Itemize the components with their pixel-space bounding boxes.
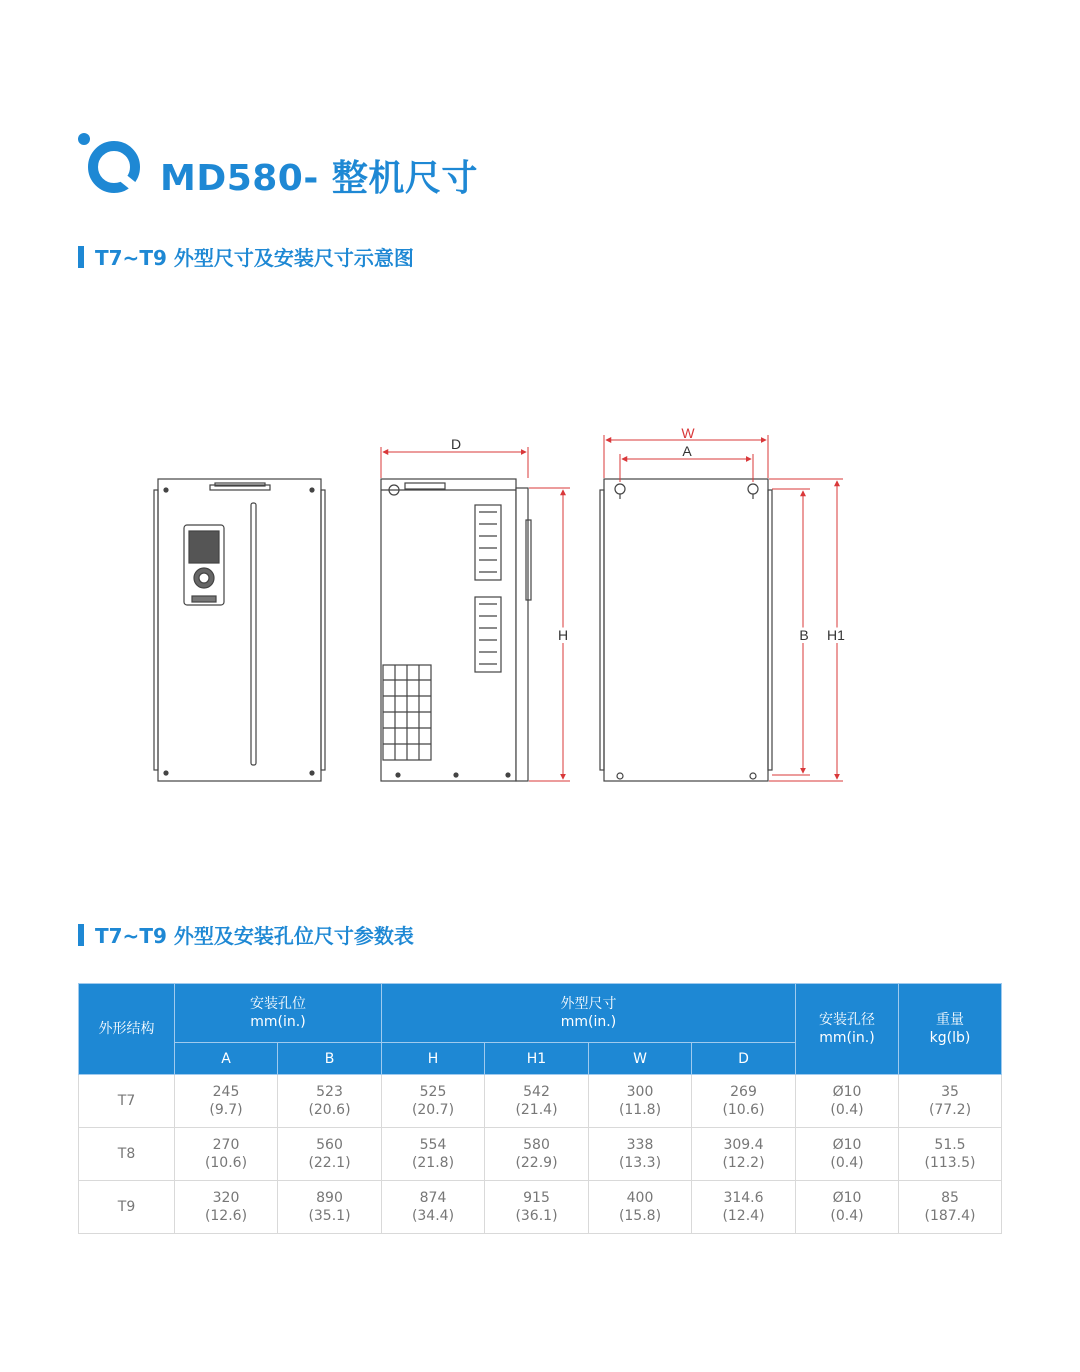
model-cell: T7 <box>79 1075 175 1128</box>
model-cell: T9 <box>79 1181 175 1234</box>
value-cell <box>175 1075 278 1128</box>
value-in: (12.2) <box>722 1155 765 1171</box>
value-in: (35.1) <box>308 1208 351 1224</box>
dim-label-a: A <box>682 443 692 459</box>
value-cell <box>485 1075 589 1128</box>
value-cell <box>692 1128 796 1181</box>
value-in: (34.4) <box>411 1208 455 1224</box>
header-col-d: D <box>692 1043 796 1075</box>
value-in: (36.1) <box>515 1208 558 1224</box>
header-mount-pos-unit: mm(in.) <box>250 1014 306 1030</box>
value-cell <box>485 1128 589 1181</box>
header-col-h1: H1 <box>485 1043 589 1075</box>
value-cell <box>589 1075 692 1128</box>
brand-logo-icon <box>76 132 146 198</box>
value-mm: Ø10 <box>832 1190 862 1206</box>
value-in: (77.2) <box>928 1102 972 1118</box>
value-in: (10.6) <box>722 1102 765 1118</box>
value-in: (13.3) <box>618 1155 662 1171</box>
value-in: (113.5) <box>924 1155 976 1171</box>
header-mount-pos <box>175 984 382 1043</box>
dim-label-d: D <box>450 436 462 452</box>
value-in: (21.4) <box>515 1102 558 1118</box>
value-mm: 245 <box>212 1084 240 1100</box>
value-mm: 560 <box>316 1137 343 1153</box>
value-mm: 525 <box>419 1084 447 1100</box>
dim-label-h: H <box>557 627 569 643</box>
header-mount-pos-label: 安装孔位 <box>250 996 306 1012</box>
value-mm: 309.4 <box>723 1137 764 1153</box>
value-mm: 85 <box>941 1190 959 1206</box>
value-cell <box>899 1128 1002 1181</box>
value-cell <box>899 1181 1002 1234</box>
page-title: MD580- 整机尺寸 <box>160 158 478 199</box>
value-in: (20.6) <box>308 1102 351 1118</box>
table-section-title <box>78 920 414 949</box>
header-weight-unit: kg(lb) <box>929 1030 971 1046</box>
section-marker <box>78 924 84 946</box>
dim-label-b: B <box>799 627 809 643</box>
table-row <box>79 1181 1002 1234</box>
value-cell <box>589 1181 692 1234</box>
header-hole-unit: mm(in.) <box>819 1030 875 1046</box>
value-cell <box>382 1181 485 1234</box>
value-cell <box>692 1075 796 1128</box>
value-cell <box>382 1075 485 1128</box>
header-structure: 外形结构 <box>79 984 175 1075</box>
front-view <box>154 479 325 781</box>
value-mm: 542 <box>523 1084 550 1100</box>
table-section-label: T7~T9 外型及安装孔位尺寸参数表 <box>95 924 414 948</box>
value-in: (12.4) <box>722 1208 765 1224</box>
value-mm: 580 <box>523 1137 550 1153</box>
value-in: (20.7) <box>411 1102 455 1118</box>
dim-label-h1: H1 <box>827 627 845 643</box>
value-in: (10.6) <box>204 1155 248 1171</box>
header-outline-label: 外型尺寸 <box>560 996 617 1012</box>
table-row <box>79 1128 1002 1181</box>
value-mm: 338 <box>626 1137 654 1153</box>
value-cell <box>382 1128 485 1181</box>
diagram-section-title <box>78 242 414 271</box>
value-mm: 400 <box>626 1190 654 1206</box>
diagram-section-label: T7~T9 外型尺寸及安装尺寸示意图 <box>95 246 414 270</box>
value-in: (11.8) <box>618 1102 662 1118</box>
table-row <box>79 1075 1002 1128</box>
value-in: (187.4) <box>924 1208 976 1224</box>
value-mm: 35 <box>941 1084 959 1100</box>
dim-label-w: W <box>681 425 695 441</box>
value-mm: Ø10 <box>832 1137 862 1153</box>
model-cell: T8 <box>79 1128 175 1181</box>
value-mm: 270 <box>212 1137 240 1153</box>
value-mm: 915 <box>523 1190 550 1206</box>
value-mm: 874 <box>419 1190 447 1206</box>
value-mm: 314.6 <box>723 1190 764 1206</box>
header-weight-label: 重量 <box>936 1012 964 1028</box>
header-outline <box>382 984 796 1043</box>
value-cell <box>796 1075 899 1128</box>
value-mm: 51.5 <box>934 1137 966 1153</box>
header-col-w: W <box>589 1043 692 1075</box>
value-in: (12.6) <box>204 1208 248 1224</box>
value-in: (9.7) <box>209 1102 243 1118</box>
value-mm: 523 <box>316 1084 343 1100</box>
side-view <box>381 479 531 781</box>
value-in: (21.8) <box>411 1155 455 1171</box>
dimension-lines <box>381 435 843 781</box>
value-in: (0.4) <box>830 1208 864 1224</box>
header-col-h: H <box>382 1043 485 1075</box>
value-cell <box>589 1128 692 1181</box>
value-mm: Ø10 <box>832 1084 862 1100</box>
header-col-b: B <box>278 1043 382 1075</box>
value-cell <box>796 1181 899 1234</box>
header-outline-unit: mm(in.) <box>560 1014 617 1030</box>
value-mm: 554 <box>419 1137 447 1153</box>
value-mm: 300 <box>626 1084 654 1100</box>
value-cell <box>692 1181 796 1234</box>
header-col-a: A <box>175 1043 278 1075</box>
back-view <box>600 479 772 781</box>
value-cell <box>796 1128 899 1181</box>
value-cell <box>175 1128 278 1181</box>
dimension-table <box>78 983 1002 1234</box>
value-in: (0.4) <box>830 1155 864 1171</box>
value-mm: 890 <box>316 1190 343 1206</box>
header-weight <box>899 984 1002 1075</box>
value-in: (22.1) <box>308 1155 351 1171</box>
value-mm: 269 <box>730 1084 757 1100</box>
value-cell <box>278 1075 382 1128</box>
header-hole-label: 安装孔径 <box>819 1012 875 1028</box>
value-cell <box>278 1181 382 1234</box>
value-mm: 320 <box>212 1190 240 1206</box>
section-marker <box>78 246 84 268</box>
value-cell <box>278 1128 382 1181</box>
header-hole <box>796 984 899 1075</box>
value-in: (22.9) <box>515 1155 558 1171</box>
value-cell <box>175 1181 278 1234</box>
value-cell <box>899 1075 1002 1128</box>
value-cell <box>485 1181 589 1234</box>
value-in: (0.4) <box>830 1102 864 1118</box>
value-in: (15.8) <box>618 1208 662 1224</box>
